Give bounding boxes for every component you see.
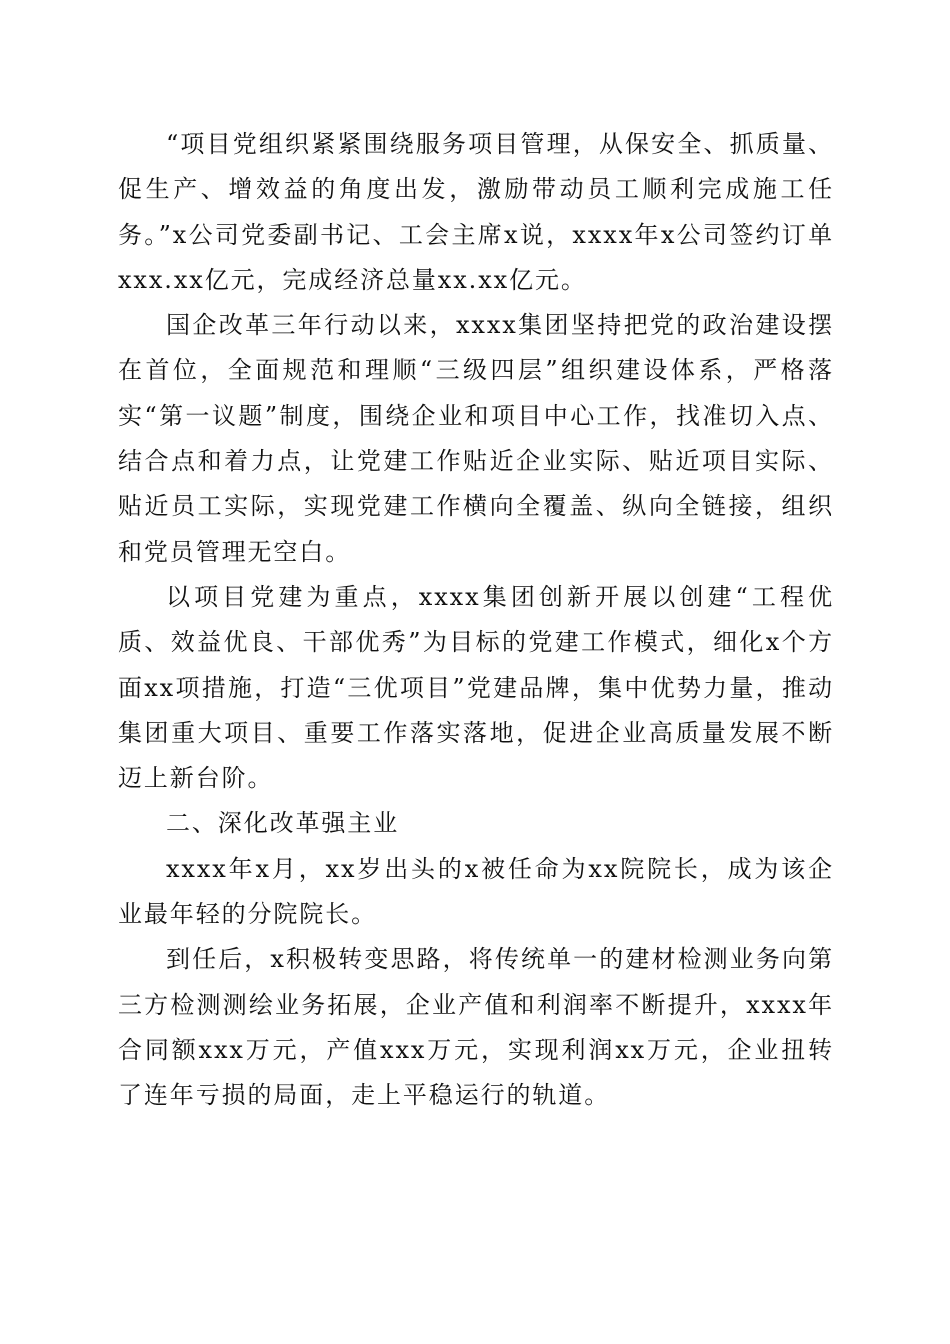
document-body — [118, 122, 834, 1119]
paragraph-appointment: xxxx年x月，xx岁出头的x被任命为xx院院长，成为该企业最年轻的分院院长。 — [118, 854, 834, 929]
paragraph-business-expansion: 到任后，x积极转变思路，将传统单一的建材检测业务向第三方检测测绘业务拓展，企业产值和利润率不断提升，xxxx年合同额xxx万元，产值xxx万元，实现利润xx万元，企业扭转了连年亏损的局面，走上平稳运行的轨道。 — [118, 945, 834, 1110]
paragraph-project-party-quote: “项目党组织紧紧围绕服务项目管理，从保安全、抓质量、促生产、增效益的角度出发，激励带动员工顺利完成施工任务。”x公司党委副书记、工会主席x说，xxxx年x公司签约订单xxx.xx亿元，完成经济总量xx.xx亿元。 — [118, 130, 834, 294]
paragraph-project-party-building: 以项目党建为重点，xxxx集团创新开展以创建“工程优质、效益优良、干部优秀”为目标的党建工作模式，细化x个方面xx项措施，打造“三优项目”党建品牌，集中优势力量，推动集团重大项目、重要工作落实落地，促进企业高质量发展不断迈上新台阶。 — [118, 582, 834, 793]
paragraph-soe-reform: 国企改革三年行动以来，xxxx集团坚持把党的政治建设摆在首位，全面规范和理顺“三级四层”组织建设体系，严格落实“第一议题”制度，围绕企业和项目中心工作，找准切入点、结合点和着力点，让党建工作贴近企业实际、贴近项目实际、贴近员工实际，实现党建工作横向全覆盖、纵向全链接，组织和党员管理无空白。 — [118, 311, 834, 566]
section-heading: 二、深化改革强主业 — [166, 809, 400, 838]
